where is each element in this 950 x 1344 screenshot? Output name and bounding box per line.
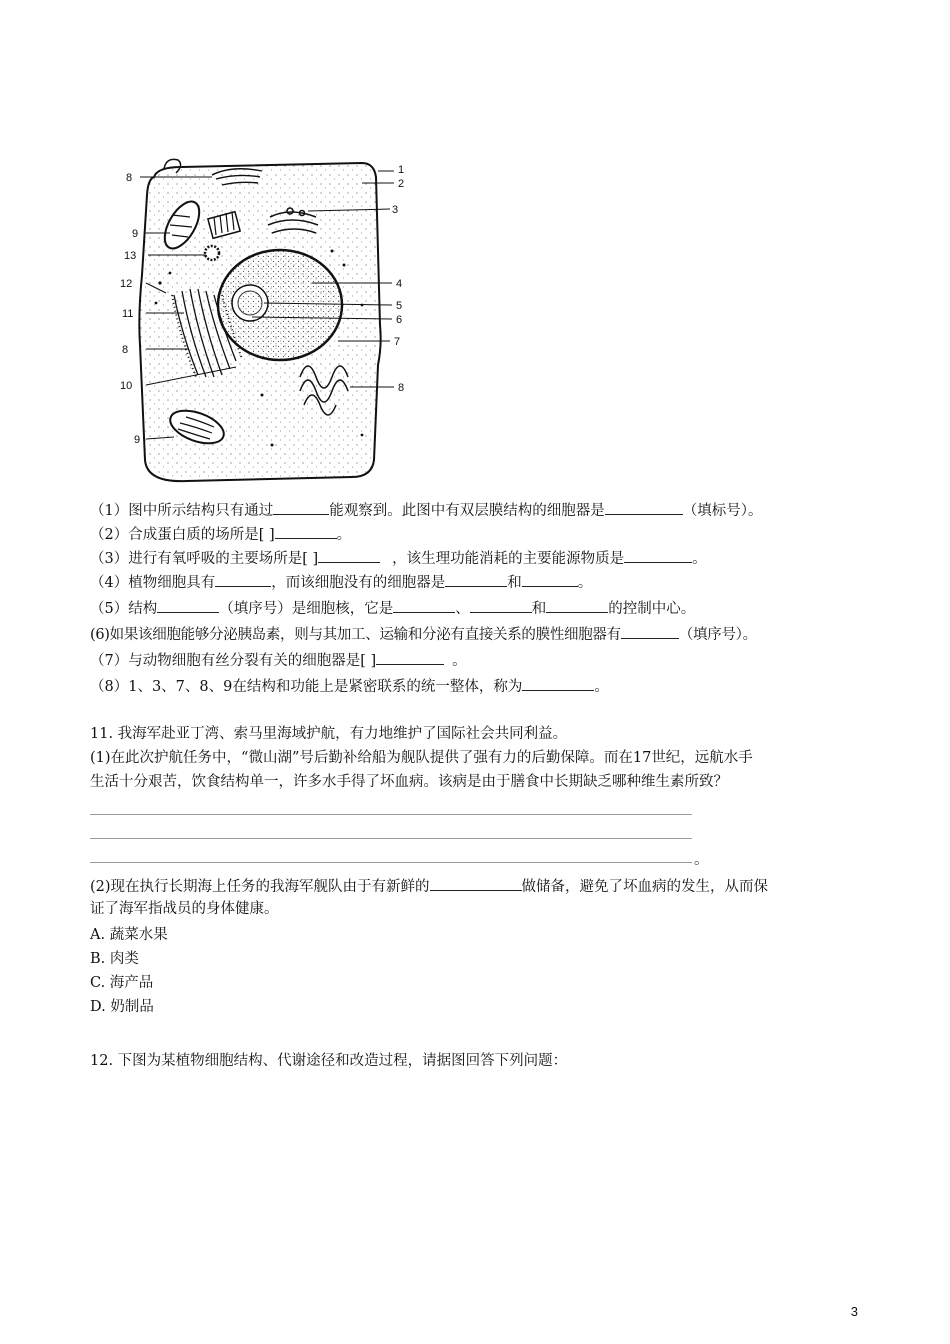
text: 。: [594, 679, 609, 695]
text: 和: [531, 601, 547, 617]
answer-blank[interactable]: [605, 498, 683, 515]
text: （8）1、3、7、8、9在结构和功能上是紧密联系的统一整体，称为: [90, 679, 523, 695]
answer-line[interactable]: [90, 862, 692, 863]
answer-blank[interactable]: [522, 570, 578, 587]
text: 。: [692, 551, 707, 567]
answer-blank[interactable]: [318, 546, 380, 563]
q12-title: 12. 下图为某植物细胞结构、代谢途径和改造过程，请据图回答下列问题：: [90, 1053, 568, 1069]
answer-blank[interactable]: [215, 570, 271, 587]
text: （7）与动物细胞有丝分裂有关的细胞器是[ ]: [90, 653, 377, 669]
answer-blank[interactable]: [393, 596, 455, 613]
label-7: 7: [394, 336, 401, 348]
text: （填序号）是细胞核，它是: [219, 601, 394, 617]
q11-s1-line1: (1)在此次护航任务中，“微山湖”号后勤补给船为舰队提供了强有力的后勤保障。而在17世纪，远航水手: [90, 750, 753, 766]
answer-blank[interactable]: [470, 596, 532, 613]
label-9-bottom: 9: [134, 434, 141, 446]
label-8-right: 8: [398, 382, 405, 394]
answer-blank[interactable]: [546, 596, 608, 613]
option-b[interactable]: B. 肉类: [90, 951, 139, 967]
text: (6)如果该细胞能够分泌胰岛素，则与其加工、运输和分泌有直接关系的膜性细胞器有: [90, 627, 621, 643]
answer-blank[interactable]: [621, 622, 679, 639]
label-11: 11: [122, 308, 134, 320]
answer-blank[interactable]: [157, 596, 219, 613]
label-10: 10: [120, 380, 133, 392]
q10-item-1: [90, 498, 762, 522]
q11-s2-line2: 证了海军指战员的身体健康。: [90, 901, 279, 917]
text: 做储备，避免了坏血病的发生，从而保: [521, 879, 769, 895]
q11-s2-line1: [90, 874, 768, 898]
answer-line[interactable]: [90, 814, 692, 815]
animal-cell-diagram: [112, 155, 422, 485]
text: （4）植物细胞具有: [90, 575, 216, 591]
text: ，而该细胞没有的细胞器是: [271, 575, 446, 591]
text: 能观察到。此图中有双层膜结构的细胞器是: [329, 503, 605, 519]
q11-s1-line2: 生活十分艰苦，饮食结构单一，许多水手得了坏血病。该病是由于膳食中长期缺乏哪种维生素所致？: [90, 774, 728, 790]
text: （3）进行有氧呼吸的主要场所是[ ]: [90, 551, 319, 567]
label-8-left: 8: [122, 344, 129, 356]
text: （2）合成蛋白质的场所是[ ]: [90, 527, 275, 543]
text: 。: [452, 653, 467, 669]
label-1: 1: [398, 164, 405, 176]
label-8-top: 8: [126, 172, 133, 184]
label-2: 2: [398, 178, 405, 190]
label-13: 13: [124, 250, 137, 262]
q10-item-4: [90, 570, 592, 594]
label-12: 12: [120, 278, 133, 290]
answer-end-mark: 。: [694, 852, 709, 868]
text: (2)现在执行长期海上任务的我海军舰队由于有新鲜的: [90, 879, 430, 895]
text: 和: [507, 575, 522, 591]
q10-item-7: [90, 648, 467, 672]
q10-item-6: [90, 622, 757, 646]
q10-item-3: [90, 546, 707, 570]
answer-line[interactable]: [90, 838, 692, 839]
label-4: 4: [396, 278, 403, 290]
text: （填序号）。: [678, 627, 757, 643]
option-d[interactable]: D. 奶制品: [90, 999, 154, 1015]
text: 。: [336, 527, 352, 543]
q11-title: 11. 我海军赴亚丁湾、索马里海域护航，有力地维护了国际社会共同利益。: [90, 726, 568, 742]
answer-blank[interactable]: [445, 570, 507, 587]
answer-blank[interactable]: [273, 498, 329, 515]
text: 、: [455, 601, 470, 617]
option-c[interactable]: C. 海产品: [90, 975, 154, 991]
text: （1）图中所示结构只有通过: [90, 503, 274, 519]
answer-blank[interactable]: [522, 674, 594, 691]
label-3: 3: [392, 204, 399, 216]
answer-blank[interactable]: [624, 546, 692, 563]
text: ，该生理功能消耗的主要能源物质是: [392, 551, 625, 567]
text: 的控制中心。: [608, 601, 696, 617]
option-a[interactable]: A. 蔬菜水果: [90, 927, 168, 943]
text: （填标号）。: [682, 503, 763, 519]
text: 。: [577, 575, 593, 591]
answer-blank[interactable]: [430, 874, 522, 891]
q10-item-5: [90, 596, 695, 620]
answer-blank[interactable]: [275, 522, 337, 539]
label-5: 5: [396, 300, 403, 312]
page-number: 3: [850, 1304, 858, 1319]
q10-item-8: [90, 674, 609, 698]
label-6: 6: [396, 314, 403, 326]
label-9-top: 9: [132, 228, 139, 240]
answer-blank[interactable]: [376, 648, 444, 665]
q10-item-2: [90, 522, 351, 546]
text: （5）结构: [90, 601, 158, 617]
